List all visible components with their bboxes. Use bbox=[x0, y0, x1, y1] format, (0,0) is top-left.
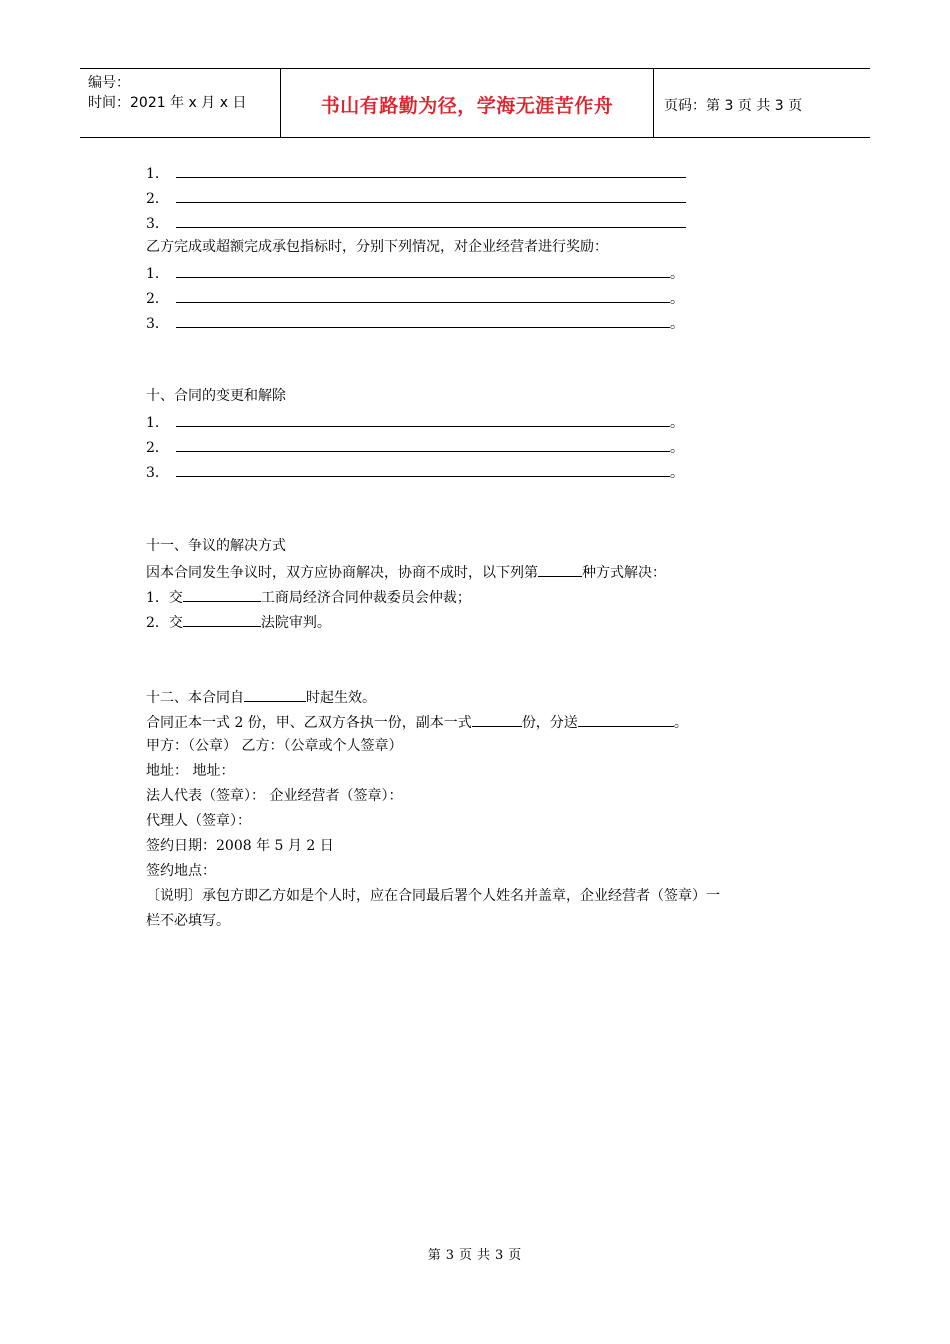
header-motto: 书山有路勤为径，学海无涯苦作舟 bbox=[320, 95, 614, 117]
header-page-label: 页码：第 3 页 共 3 页 bbox=[664, 98, 803, 114]
blank-rule bbox=[176, 311, 670, 328]
dispute-option-arbitration: 1．交 工商局经济合同仲裁委员会仲裁； bbox=[146, 585, 471, 607]
blank-rule bbox=[538, 560, 582, 577]
blank-line: 1． bbox=[146, 161, 686, 183]
blank-rule bbox=[176, 211, 686, 228]
header-page-cell bbox=[654, 69, 870, 137]
blank-rule bbox=[183, 610, 261, 627]
parties-line: 甲方：（公章） 乙方：（公章或个人签章） bbox=[146, 738, 403, 754]
blank-line: 1． 。 bbox=[146, 410, 684, 432]
document-time-label: 时间：2021 年 x 月 x 日 bbox=[88, 95, 247, 111]
blank-rule bbox=[176, 460, 670, 477]
blank-rule bbox=[176, 410, 670, 427]
page-footer: 第 3 页 共 3 页 bbox=[427, 1248, 523, 1263]
page-header bbox=[80, 68, 870, 138]
blank-line: 3． bbox=[146, 211, 686, 233]
section-heading: 十、合同的变更和解除 bbox=[146, 388, 286, 404]
blank-line: 2． 。 bbox=[146, 435, 684, 457]
section-heading: 十一、争议的解决方式 bbox=[146, 538, 286, 554]
effective-clause: 十二、本合同自 时起生效。 bbox=[146, 685, 376, 707]
header-meta-cell bbox=[80, 69, 281, 137]
blank-rule bbox=[176, 186, 686, 203]
dispute-intro: 因本合同发生争议时，双方应协商解决，协商不成时，以下列第 种方式解决： bbox=[146, 560, 666, 582]
blank-line: 1． 。 bbox=[146, 261, 684, 283]
note-text-continued: 栏不必填写。 bbox=[146, 913, 230, 929]
reward-intro: 乙方完成或超额完成承包指标时，分别下列情况，对企业经营者进行奖励： bbox=[146, 239, 608, 255]
blank-rule bbox=[578, 710, 674, 727]
blank-line: 2． 。 bbox=[146, 286, 684, 308]
address-line: 地址： 地址： bbox=[146, 763, 235, 779]
dispute-option-court: 2．交 法院审判。 bbox=[146, 610, 331, 632]
copies-clause: 合同正本一式 2 份，甲、乙双方各执一份，副本一式 份，分送 。 bbox=[146, 710, 688, 732]
header-motto-cell bbox=[281, 69, 654, 137]
blank-line: 3． 。 bbox=[146, 460, 684, 482]
blank-line: 2． bbox=[146, 186, 686, 208]
blank-rule bbox=[183, 585, 261, 602]
blank-line: 3． 。 bbox=[146, 311, 684, 333]
legal-rep-line: 法人代表（签章）： 企业经营者（签章）： bbox=[146, 788, 403, 804]
blank-rule bbox=[176, 286, 670, 303]
note-text: 〔说明〕承包方即乙方如是个人时，应在合同最后署个人姓名并盖章，企业经营者（签章）一 bbox=[146, 888, 720, 904]
blank-rule bbox=[176, 435, 670, 452]
signing-place: 签约地点： bbox=[146, 863, 216, 879]
blank-rule bbox=[472, 710, 522, 727]
document-number-label: 编号： bbox=[88, 75, 130, 91]
blank-rule bbox=[244, 685, 306, 702]
agent-line: 代理人（签章）： bbox=[146, 813, 251, 829]
signing-date: 签约日期：2008 年 5 月 2 日 bbox=[146, 838, 334, 854]
blank-rule bbox=[176, 161, 686, 178]
blank-rule bbox=[176, 261, 670, 278]
